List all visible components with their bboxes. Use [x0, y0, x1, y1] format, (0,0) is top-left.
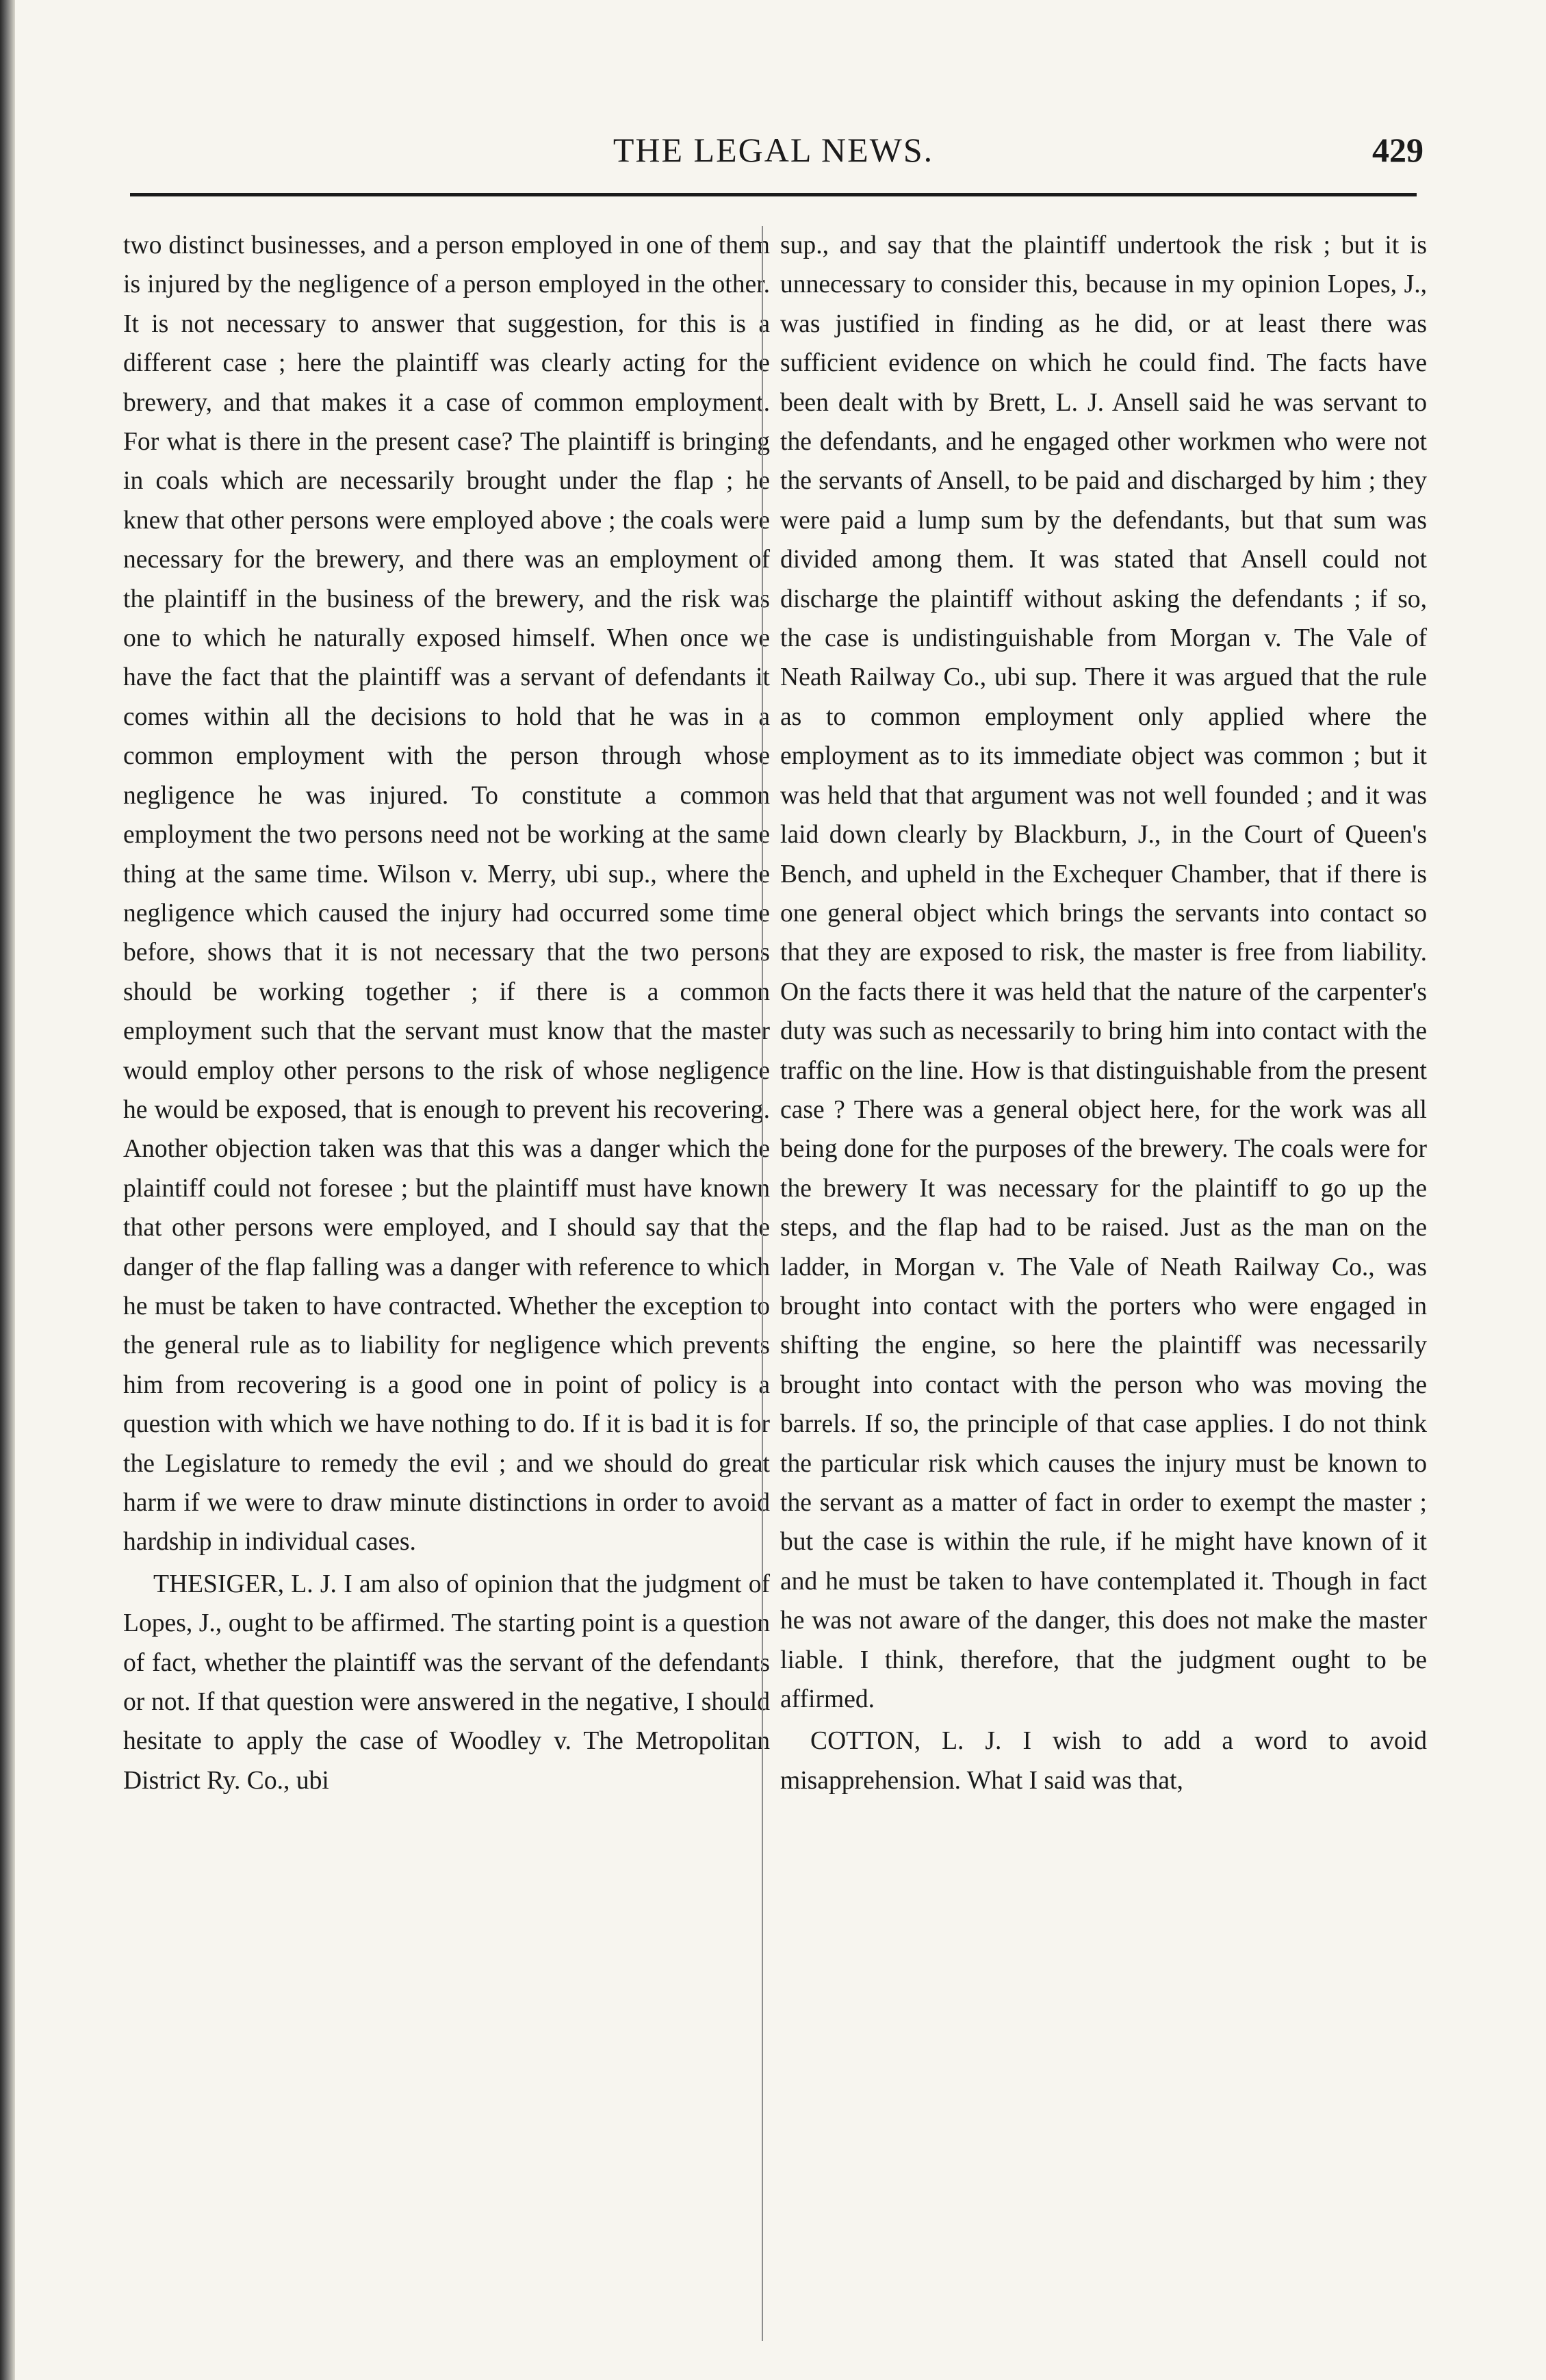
right-paragraph-1: sup., and say that the plaintiff undertook the risk ; but it is unnecessary to consider this, because in my opinion Lopes, J., was justified in finding as he did, or at least there was sufficient evidence on which he could find. The facts have been dealt with by Brett, L. J. Ansell said he was servant to the defendants, and he engaged other workmen who were not the servants of Ansell, to be paid and discharged by him ; they were paid a lump sum by the defendants, but that sum was divided among them. It was stated that Ansell could not discharge the plaintiff without asking the defendants ; if so, the case is undistinguishable from Morgan v. The Vale of Neath Railway Co., ubi sup. There it was argued that the rule as to common employment only applied where the employment as to its immediate object was common ; but it was held that that argument was not well founded ; and it was laid down clearly by Blackburn, J., in the Court of Queen's Bench, and upheld in the Exchequer Chamber, that if there is one general object which brings the servants into contact so that they are exposed to risk, the master is free from liability. On the facts there it was held that the nature of the carpenter's duty was such as necessarily to bring him into contact with the traffic on the line. How is that distinguishable from the present case ? There was a general object here, for the work was all being done for the purposes of the brewery. The coals were for the brewery It was necessary for the plaintiff to go up the steps, and the flap had to be raised. Just as the man on the ladder, in Morgan v. The Vale of Neath Railway Co., was brought into contact with the porters who were engaged in shifting the engine, so here the plaintiff was necessarily brought into contact with the person who was moving the barrels. If so, the principle of that case applies. I do not think the particular risk which causes the injury must be known to the servant as a matter of fact in order to exempt the master ; but the case is within the rule, if he might have known of it and he must be taken to have contemplated it. Though in fact he was not aware of the danger, this does not make the master liable. I think, therefore, that the judgment ought to be affirmed. [780, 231, 1427, 1714]
left-paragraph-2: THESIGER, L. J. I am also of opinion that the judgment of Lopes, J., ought to be affirmed. The starting point is a question of fact, whether the plaintiff was the servant of the defendants or not. If that question were answered in the negative, I should hesitate to apply the case of Woodley v. The Metropolitan District Ry. Co., ubi [123, 1570, 770, 1795]
page-header [123, 130, 1423, 178]
page-binding-edge [0, 0, 15, 2380]
page-number: 429 [1372, 131, 1423, 169]
header-rule [130, 193, 1417, 196]
left-paragraph-1: two distinct businesses, and a person employed in one of them is injured by the negligence of a person employed in the other. It is not necessary to answer that suggestion, for this is a different case ; here the plaintiff was clearly acting for the brewery, and that makes it a case of common employment. For what is there in the present case? The plaintiff is bringing in coals which are necessarily brought under the flap ; he knew that other persons were employed above ; the coals were necessary for the brewery, and there was an employment of the plaintiff in the business of the brewery, and the risk was one to which he naturally exposed himself. When once we have the fact that the plaintiff was a servant of defendants it comes within all the decisions to hold that he was in a common employment with the person through whose negligence he was injured. To constitute a common employment the two persons need not be working at the same thing at the same time. Wilson v. Merry, ubi sup., where the negligence which caused the injury had occurred some time before, shows that it is not necessary that the two persons should be working together ; if there is a common employment such that the servant must know that the master would employ other persons to the risk of whose negligence he would be exposed, that is enough to prevent his recovering. Another objection taken was that this was a danger which the plaintiff could not foresee ; but the plaintiff must have known that other persons were employed, and I should say that the danger of the flap falling was a danger with reference to which he must be taken to have contracted. Whether the exception to the general rule as to liability for negligence which prevents him from recovering is a good one in point of policy is a question with which we have nothing to do. If it is bad it is for the Legislature to remedy the evil ; and we should do great harm if we were to draw minute distinctions in order to avoid hardship in individual cases. [123, 231, 770, 1557]
right-paragraph-2: COTTON, L. J. I wish to add a word to avoid misapprehension. What I said was that, [780, 1727, 1427, 1795]
right-column [780, 226, 1427, 1800]
left-column [123, 226, 770, 1800]
running-title: THE LEGAL NEWS. [613, 131, 934, 169]
column-separator [762, 226, 763, 2341]
